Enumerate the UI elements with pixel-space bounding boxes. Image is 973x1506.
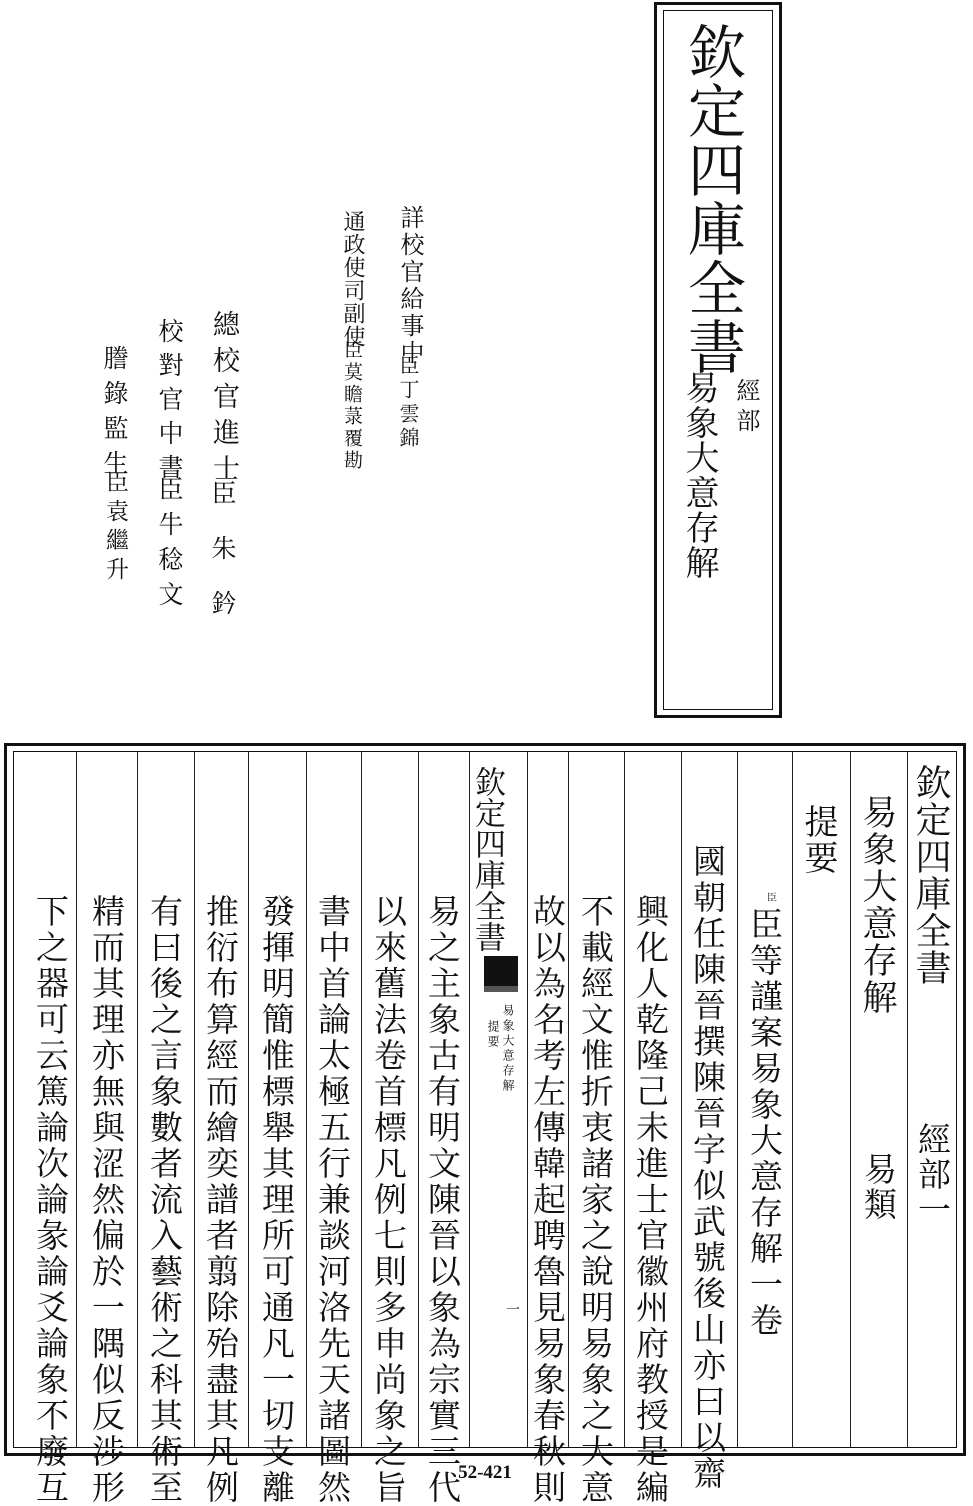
center-fold-label: 提要 bbox=[486, 1020, 500, 1050]
body-column: 興化人乾隆己未進士官徽州府教授是編 bbox=[631, 894, 670, 1506]
body-column: 發揮明簡惟標舉其理所可通凡一切支離 bbox=[257, 894, 296, 1506]
body-column: 有曰後之言象數者流入藝術之科其術至 bbox=[145, 894, 184, 1506]
column-rule bbox=[194, 752, 195, 1447]
body-column: 下之器可云篤論次論彖論爻論象不廢互 bbox=[31, 894, 70, 1506]
proofreader-role: 校對官中書 bbox=[155, 318, 184, 488]
proofreader-name: 臣丁雲錦 bbox=[396, 355, 420, 451]
column-rule bbox=[737, 752, 738, 1447]
abstract-label: 提要 bbox=[798, 804, 838, 876]
fish-tail-mark bbox=[484, 986, 518, 992]
proofreader-name: 臣朱鈐 bbox=[208, 480, 237, 645]
book-title: 易象大意存解 bbox=[857, 794, 897, 1016]
proofreader-role: 總校官進士 bbox=[208, 310, 239, 490]
center-fold-page-number: 一 bbox=[504, 1302, 520, 1316]
column-rule bbox=[792, 752, 793, 1447]
body-column: 以來舊法卷首標凡例七則多申尚象之旨 bbox=[369, 894, 408, 1506]
column-rule bbox=[624, 752, 625, 1447]
column-rule bbox=[361, 752, 362, 1447]
proofreader-name: 臣牛稔文 bbox=[155, 476, 184, 616]
body-column: 國朝任陳晉撰陳晉字似武號後山亦曰以齋 bbox=[688, 844, 727, 1492]
page-header-section: 經部一 bbox=[913, 1122, 952, 1227]
column-rule bbox=[568, 752, 569, 1447]
proofreader-role: 詳校官給事中 bbox=[396, 205, 424, 367]
proofreader-role: 通政使司副使 bbox=[340, 210, 365, 348]
proofreader-role: 謄錄監生 bbox=[100, 345, 129, 485]
proofreader-name: 臣袁繼升 bbox=[102, 470, 128, 586]
cover-main-title: 欽定四庫全書 bbox=[678, 22, 746, 376]
column-rule bbox=[137, 752, 138, 1447]
column-rule bbox=[306, 752, 307, 1447]
body-column: 故以為名考左傳韓起聘魯見易象春秋則 bbox=[528, 894, 567, 1506]
center-fold-subtitle: 易象大意存解 bbox=[501, 1004, 515, 1094]
proofreader-name: 臣莫瞻菉覆勘 bbox=[341, 340, 363, 472]
cover-book-title: 易象大意存解 bbox=[679, 370, 719, 580]
cover-category: 經部 bbox=[732, 378, 760, 438]
column-rule bbox=[907, 752, 908, 1447]
column-rule bbox=[418, 752, 419, 1447]
column-rule bbox=[76, 752, 77, 1447]
center-fold-title: 欽定四庫全書 bbox=[469, 766, 505, 952]
column-rule bbox=[248, 752, 249, 1447]
footer-page-code: 52-421 bbox=[458, 1462, 512, 1483]
fish-tail-mark bbox=[484, 956, 518, 986]
body-column: 精而其理亦無與涩然偏於一隅似反涉形 bbox=[87, 894, 126, 1506]
body-column: 不載經文惟折衷諸家之說明易象之大意 bbox=[576, 894, 615, 1506]
column-rule bbox=[681, 752, 682, 1447]
classification: 易類 bbox=[859, 1152, 898, 1222]
column-rule bbox=[850, 752, 851, 1447]
body-column: 書中首論太極五行兼談河洛先天諸圖然 bbox=[313, 894, 352, 1506]
body-column: 臣等謹案易象大意存解一卷 bbox=[745, 907, 784, 1339]
small-subject-mark: 臣 bbox=[767, 893, 777, 904]
body-column: 推衍布算經而繪奕譜者翦除殆盡其凡例 bbox=[201, 894, 240, 1506]
page-header-title: 欽定四庫全書 bbox=[910, 764, 951, 986]
body-column: 易之主象古有明文陳晉以象為宗實三代 bbox=[423, 894, 462, 1506]
